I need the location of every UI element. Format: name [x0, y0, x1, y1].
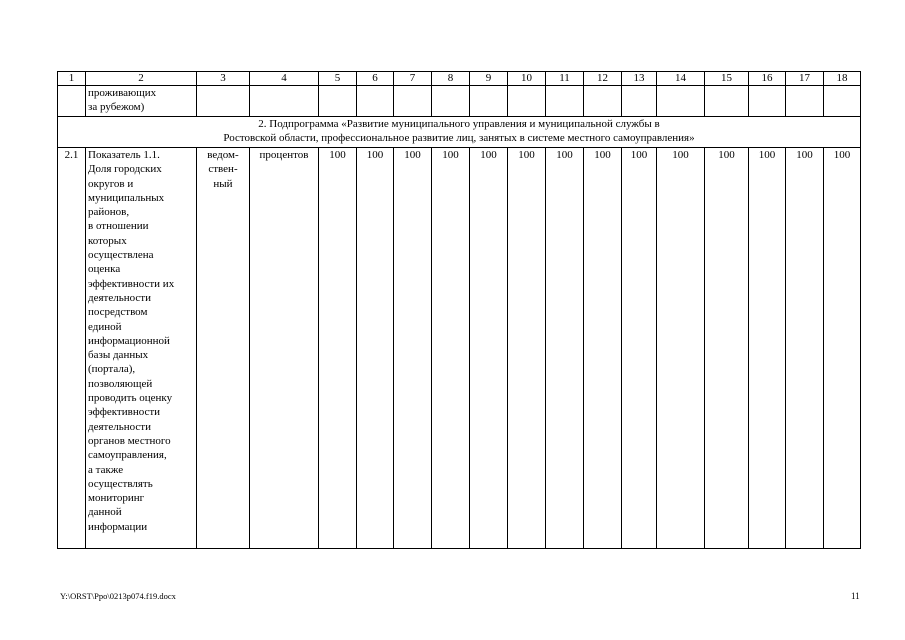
indicator-value: 100: [357, 148, 394, 549]
footer-file-path: Y:\ORST\Ppo\0213p074.f19.docx: [60, 591, 176, 601]
indicator-value: 100: [394, 148, 432, 549]
indicator-number: 2.1: [58, 148, 86, 549]
column-number: 14: [657, 72, 705, 86]
indicator-value: 100: [657, 148, 705, 549]
indicators-table: [57, 71, 861, 549]
subprogram-heading: 2. Подпрограмма «Развитие муниципального управления и муниципальной службы в Ростовской области, профессиональное развитие лиц, занятых в системе местного самоуправления»: [58, 117, 861, 148]
indicator-value: 100: [705, 148, 749, 549]
indicator-type: ведом- ствен- ный: [197, 148, 250, 549]
page-number: 11: [851, 591, 860, 601]
continued-text: проживающих за рубежом): [86, 86, 197, 117]
column-number: 10: [508, 72, 546, 86]
column-number: 12: [584, 72, 622, 86]
column-number: 15: [705, 72, 749, 86]
column-number: 7: [394, 72, 432, 86]
column-number: 1: [58, 72, 86, 86]
column-number-row: [58, 72, 861, 86]
indicator-unit: процентов: [250, 148, 319, 549]
indicator-value: 100: [432, 148, 470, 549]
column-number: 5: [319, 72, 357, 86]
column-number: 9: [470, 72, 508, 86]
indicator-value: 100: [786, 148, 824, 549]
subprogram-heading-row: [58, 117, 861, 148]
indicator-value: 100: [508, 148, 546, 549]
column-number: 16: [749, 72, 786, 86]
column-number: 13: [622, 72, 657, 86]
indicator-value: 100: [584, 148, 622, 549]
indicator-value: 100: [749, 148, 786, 549]
indicator-name: Показатель 1.1. Доля городских округов и муниципальных районов, в отношении которых осуществлена оценка эффективности их деятельности посредством единой информационной базы данных (портала), позволяющей проводить оценку эффективности деятельности органов местного самоуправления, а также осуществлять мониторинг данной информации: [86, 148, 197, 549]
column-number: 4: [250, 72, 319, 86]
indicator-value: 100: [622, 148, 657, 549]
indicator-value: 100: [824, 148, 861, 549]
column-number: 2: [86, 72, 197, 86]
continued-row: [58, 86, 861, 117]
indicator-row: [58, 148, 861, 549]
indicator-value: 100: [319, 148, 357, 549]
column-number: 18: [824, 72, 861, 86]
column-number: 11: [546, 72, 584, 86]
column-number: 17: [786, 72, 824, 86]
indicator-value: 100: [546, 148, 584, 549]
column-number: 3: [197, 72, 250, 86]
column-number: 8: [432, 72, 470, 86]
indicator-value: 100: [470, 148, 508, 549]
column-number: 6: [357, 72, 394, 86]
